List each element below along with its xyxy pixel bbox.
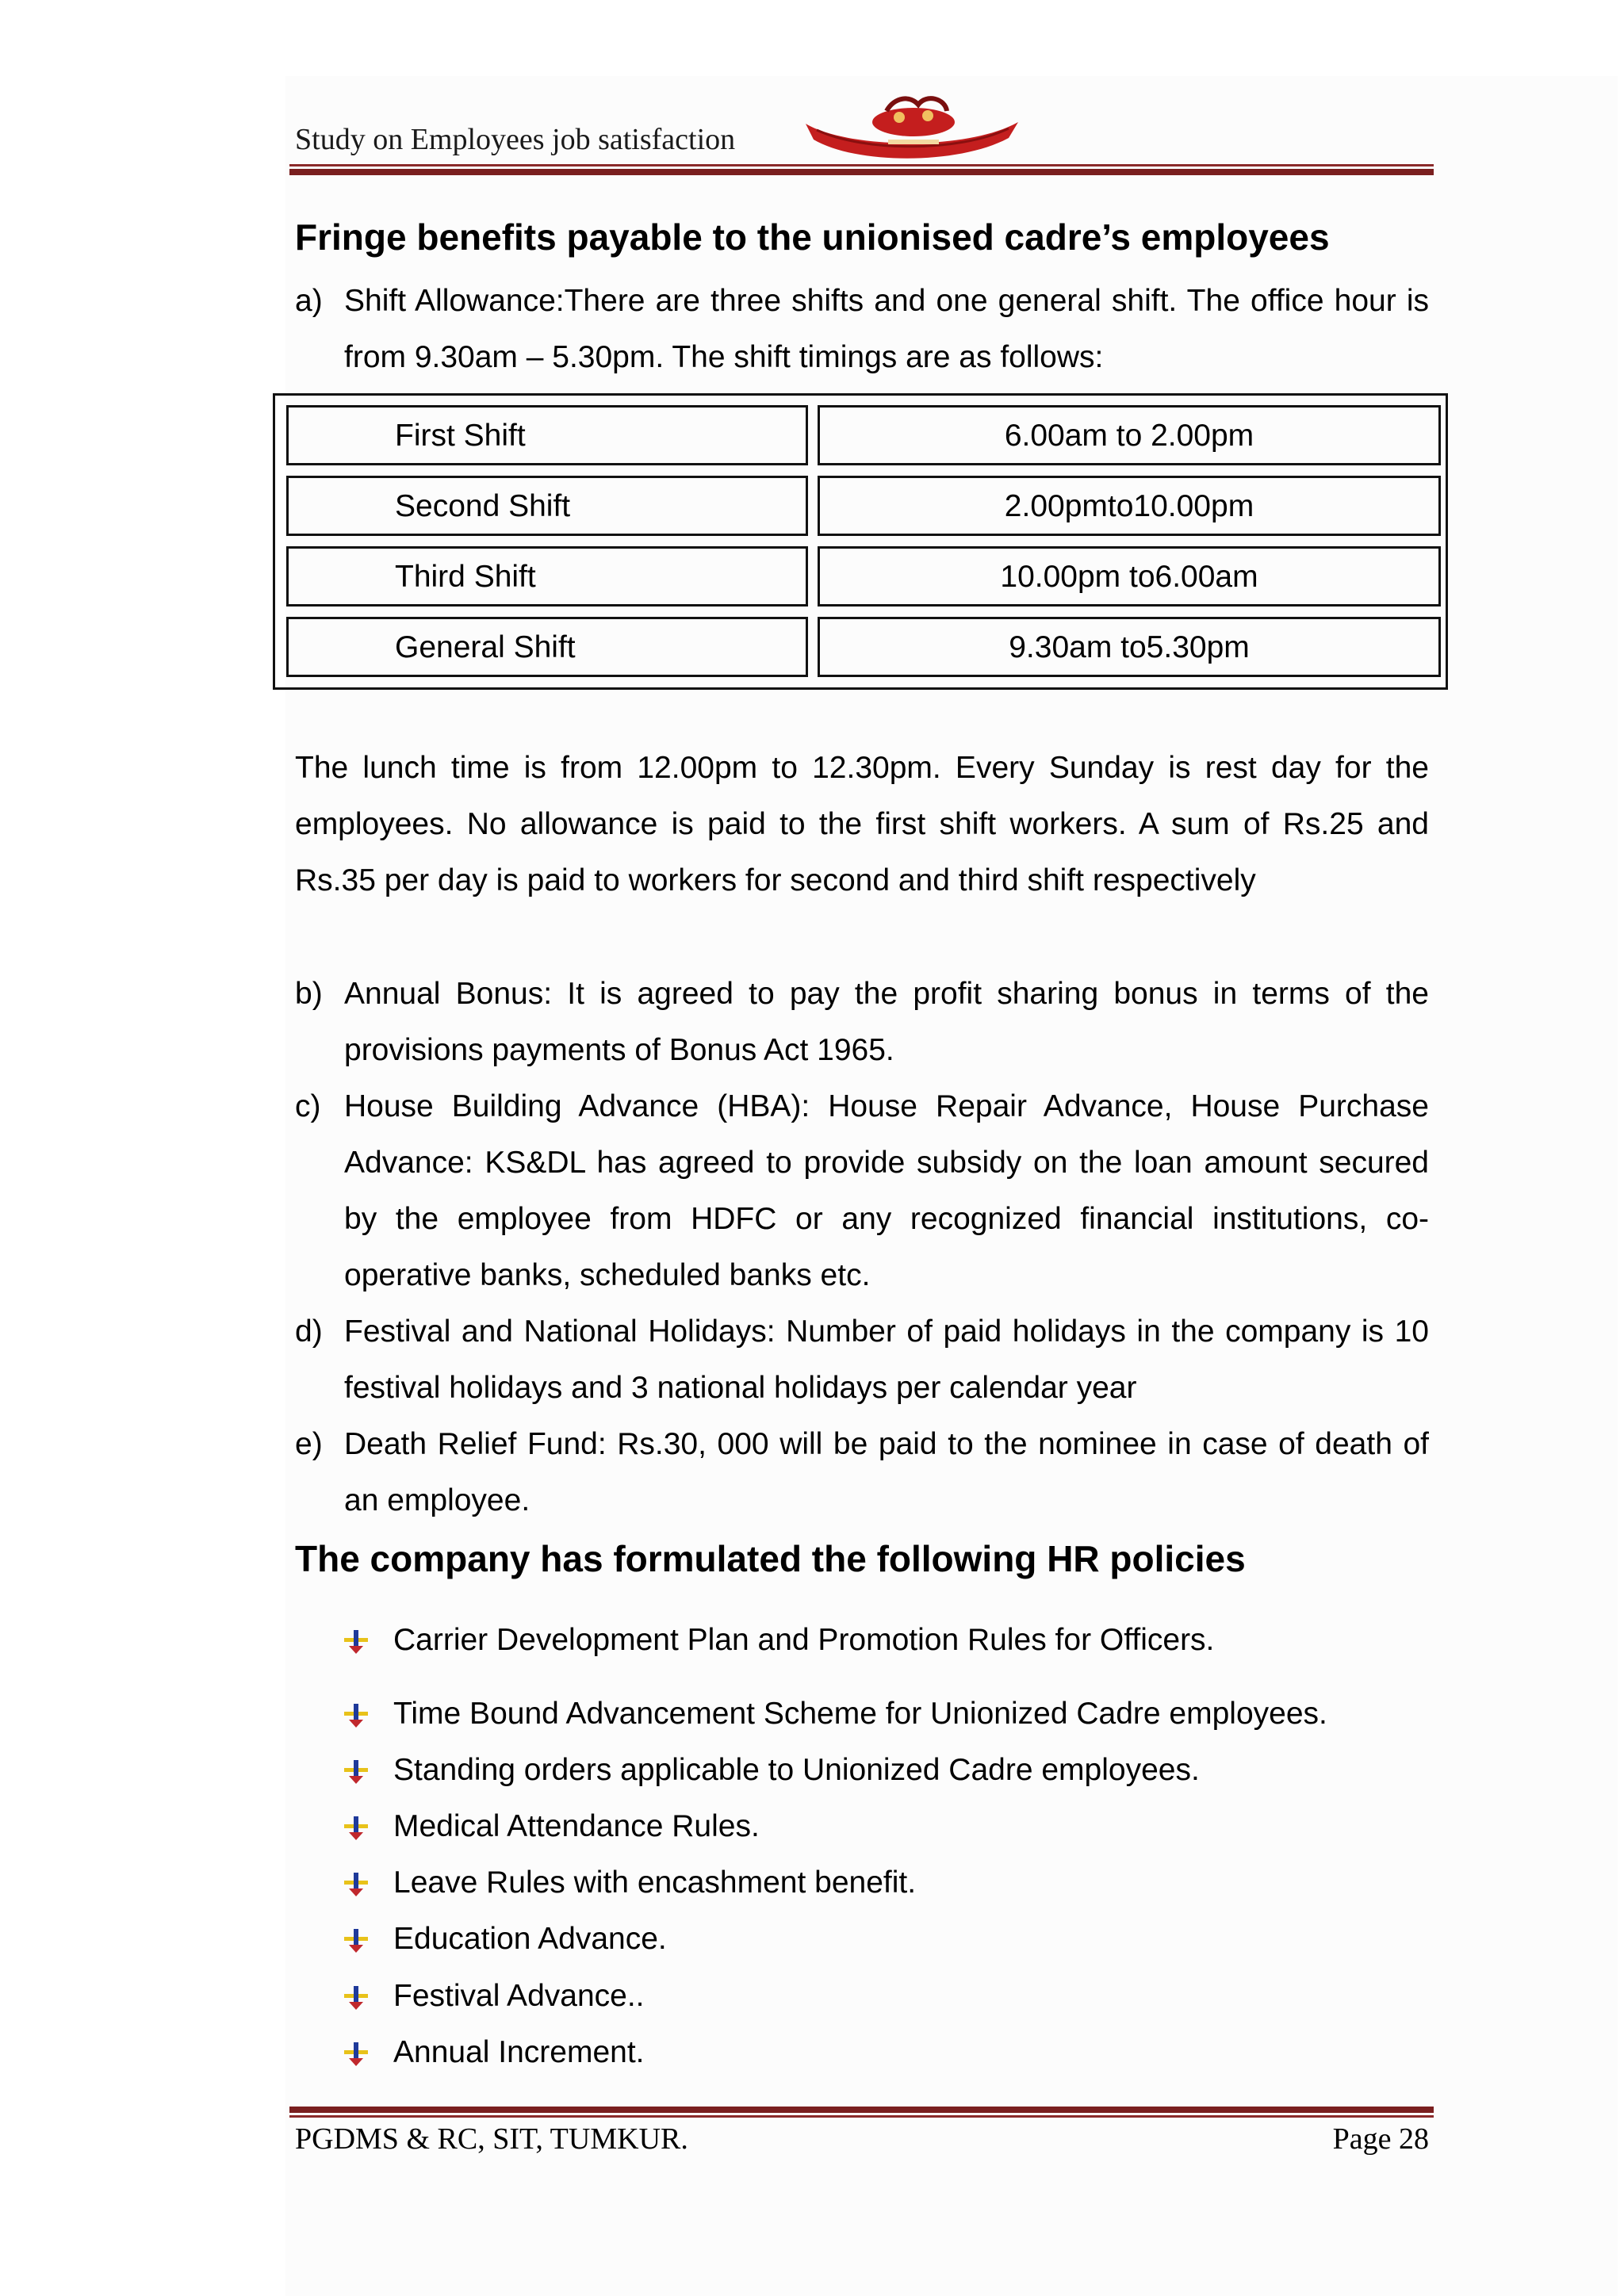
down-arrow-bullet-icon [343, 1758, 370, 1785]
list-item-shift-allowance [295, 273, 1429, 385]
down-arrow-bullet-icon [343, 1815, 370, 1842]
table-cell-shift-timing: 6.00am to 2.00pm [818, 405, 1441, 465]
policy-text: Standing orders applicable to Unionized Cadre employees. [393, 1753, 1200, 1787]
policy-text: Leave Rules with encashment benefit. [393, 1866, 917, 1900]
lunch-time-paragraph: The lunch time is from 12.00pm to 12.30pm. Every Sunday is rest day for the employees. No allowance is paid to the first shift workers. A sum of Rs.25 and Rs.35 per day is paid to workers for second and third shift respectively [295, 751, 1429, 897]
policy-text: Medical Attendance Rules. [393, 1809, 760, 1843]
list-item-text: Annual Bonus: It is agreed to pay the profit sharing bonus in terms of the provisions payments of Bonus Act 1965. [344, 977, 1429, 1067]
list-item-text: Festival and National Holidays: Number of paid holidays in the company is 10 festival holidays and 3 national holidays per calendar year [344, 1314, 1429, 1405]
table-cell-shift-name: Third Shift [286, 546, 808, 607]
shift-timings-table [273, 393, 1448, 690]
table-cell-shift-timing: 10.00pm to6.00am [818, 546, 1441, 607]
policy-text: Carrier Development Plan and Promotion Rules for Officers. [393, 1623, 1215, 1657]
company-emblem-icon [801, 94, 1023, 165]
table-cell-shift-timing: 2.00pmto10.00pm [818, 476, 1441, 536]
list-marker: c) [295, 1089, 321, 1123]
page-number: Page 28 [1332, 2122, 1429, 2156]
policy-text: Festival Advance.. [393, 1979, 645, 2013]
header-rule-thin [289, 164, 1434, 166]
table-cell-shift-name: General Shift [286, 617, 808, 677]
list-marker: d) [295, 1314, 323, 1349]
footer-rule-thin [289, 2115, 1434, 2118]
footer-rule-thick [289, 2107, 1434, 2113]
list-marker: e) [295, 1427, 323, 1461]
down-arrow-bullet-icon [343, 2041, 370, 2068]
section-heading-fringe-benefits: Fringe benefits payable to the unionised cadre’s employees [295, 216, 1330, 258]
list-item-text: House Building Advance (HBA): House Repair Advance, House Purchase Advance: KS&DL has agreed to provide subsidy on the loan amount secured by the employee from HDFC or any recognized financial institutions, co-operative banks, scheduled banks etc. [344, 1089, 1429, 1292]
policy-text: Time Bound Advancement Scheme for Unionized Cadre employees. [393, 1697, 1327, 1731]
list-item-annual-bonus [295, 966, 1429, 1078]
table-cell-shift-name: First Shift [286, 405, 808, 465]
down-arrow-bullet-icon [343, 1871, 370, 1898]
down-arrow-bullet-icon [343, 1702, 370, 1729]
header-title: Study on Employees job satisfaction [295, 123, 736, 156]
header-rule-thick [289, 169, 1434, 175]
down-arrow-bullet-icon [343, 1628, 370, 1655]
list-marker: b) [295, 977, 323, 1011]
list-item-text: Shift Allowance:There are three shifts and one general shift. The office hour is from 9.30am – 5.30pm. The shift timings are as follows: [344, 284, 1429, 374]
down-arrow-bullet-icon [343, 1927, 370, 1954]
list-item-death-relief-fund [295, 1416, 1429, 1529]
policy-text: Annual Increment. [393, 2035, 645, 2069]
section-heading-hr-policies: The company has formulated the following HR policies [295, 1538, 1246, 1579]
footer-institution: PGDMS & RC, SIT, TUMKUR. [295, 2122, 688, 2156]
list-item-holidays [295, 1303, 1429, 1416]
table-cell-shift-name: Second Shift [286, 476, 808, 536]
table-cell-shift-timing: 9.30am to5.30pm [818, 617, 1441, 677]
list-item-house-building-advance [295, 1078, 1429, 1303]
down-arrow-bullet-icon [343, 1984, 370, 2011]
list-marker: a) [295, 284, 323, 318]
list-item-text: Death Relief Fund: Rs.30, 000 will be paid to the nominee in case of death of an employee. [344, 1427, 1429, 1517]
policy-text: Education Advance. [393, 1922, 667, 1956]
